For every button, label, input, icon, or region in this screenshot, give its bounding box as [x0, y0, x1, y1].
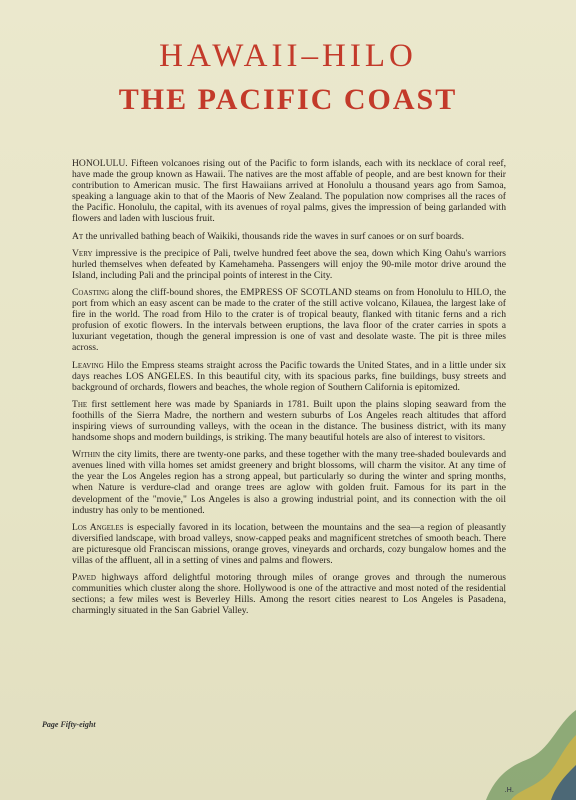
decorative-corner-illustration: [456, 680, 576, 800]
page-title: HAWAII–HILO: [159, 38, 417, 74]
artist-signature: .H.: [504, 786, 514, 794]
paragraph-5: Leaving Hilo the Empress steams straight across the Pacific towards the United States, and in a little under six days reaches LOS ANGELES. In this beautiful city, with its spacious parks, fine buildings, busy streets and background of orchards, flowers and beaches, the whole region of Southern California is epitomized.: [72, 359, 506, 393]
paragraph-9: Paved highways afford delightful motoring through miles of orange groves and through the numerous communities which cluster along the shore. Hollywood is one of the attractive and most noted of the residential sections; a few miles west is Beverley Hills. Among the resort cities nearest to Los Angeles is Pasadena, charmingly situated in the San Gabriel Valley.: [72, 572, 506, 617]
page-number: Page Fifty-eight: [42, 720, 96, 729]
paragraph-8: Los Angeles is especially favored in its location, between the mountains and the sea—a region of pleasantly diversified landscape, with broad valleys, snow-capped peaks and magnificent stretches of smooth beach. There are picturesque old Franciscan missions, orange groves, vineyards and orchards, cozy bungalow homes and the villas of the affluent, all in a setting of vines and palms and flowers.: [72, 521, 506, 566]
paragraph-7: Within the city limits, there are twenty-one parks, and these together with the many tree-shaded boulevards and avenues lined with villa homes set amidst greenery and bright blossoms, will charm the visitor. At any time of the year the Los Angeles region has a strong appeal, but particularly so during the winter and spring months, when Nature is verdure-clad and orange trees are aglow with golden fruit. Famous for its part in the development of the "movie," Los Angeles is also a growing industrial point, and its connection with the oil industry has only to be mentioned.: [72, 449, 506, 516]
paragraph-2: At the unrivalled bathing beach of Waikiki, thousands ride the waves in surf canoes or on surf boards.: [72, 230, 465, 242]
paragraph-4: Coasting along the cliff-bound shores, the EMPRESS OF SCOTLAND steams on from Honolulu to HILO, the port from which an easy ascent can be made to the crater of the still active volcano, Kilauea, the largest lake of fire in the world. The road from Hilo to the crater is of tropical beauty, flanked with titanic ferns and a rich profusion of exotic flowers. In the intervals between eruptions, the lava floor of the crater carries in spots a luxuriant vegetation, though the general impression is one of vast and desolate waste. The pit is three miles across.: [72, 286, 506, 354]
page-header: [0, 40, 576, 115]
paragraph-6: The first settlement here was made by Spaniards in 1781. Built upon the plains sloping seaward from the foothills of the Sierra Madre, the northern and western suburbs of Los Angeles reach altitudes that afford inspiring views of surrounding valleys, with the ocean in the distance. The business district, with its many handsome shops and modern buildings, is striking. The many beautiful hotels are also of interest to visitors.: [72, 398, 506, 444]
page-subtitle: THE PACIFIC COAST: [118, 83, 458, 116]
paragraph-1: HONOLULU. Fifteen volcanoes rising out of the Pacific to form islands, each with its necklace of coral reef, have made the group known as Hawaii. The natives are the most affable of people, and are best known for their contribution to American music. The first Hawaiians arrived at Honolulu a thousand years ago from Samoa, speaking a language akin to that of the Maoris of New Zealand. The population now comprises all the races of the Pacific. Honolulu, the capital, with its avenues of royal palms, gives the impression of being garlanded with flowers and laden with luscious fruit.: [72, 158, 506, 225]
article-body: [72, 158, 506, 622]
paragraph-3: Very impressive is the precipice of Pali, twelve hundred feet above the sea, down which King Oahu's warriors hurled themselves when defeated by Kamehameha. Passengers will enjoy the 90-mile motor drive around the Island, including Pali and the principal points of interest in the City.: [72, 247, 506, 281]
